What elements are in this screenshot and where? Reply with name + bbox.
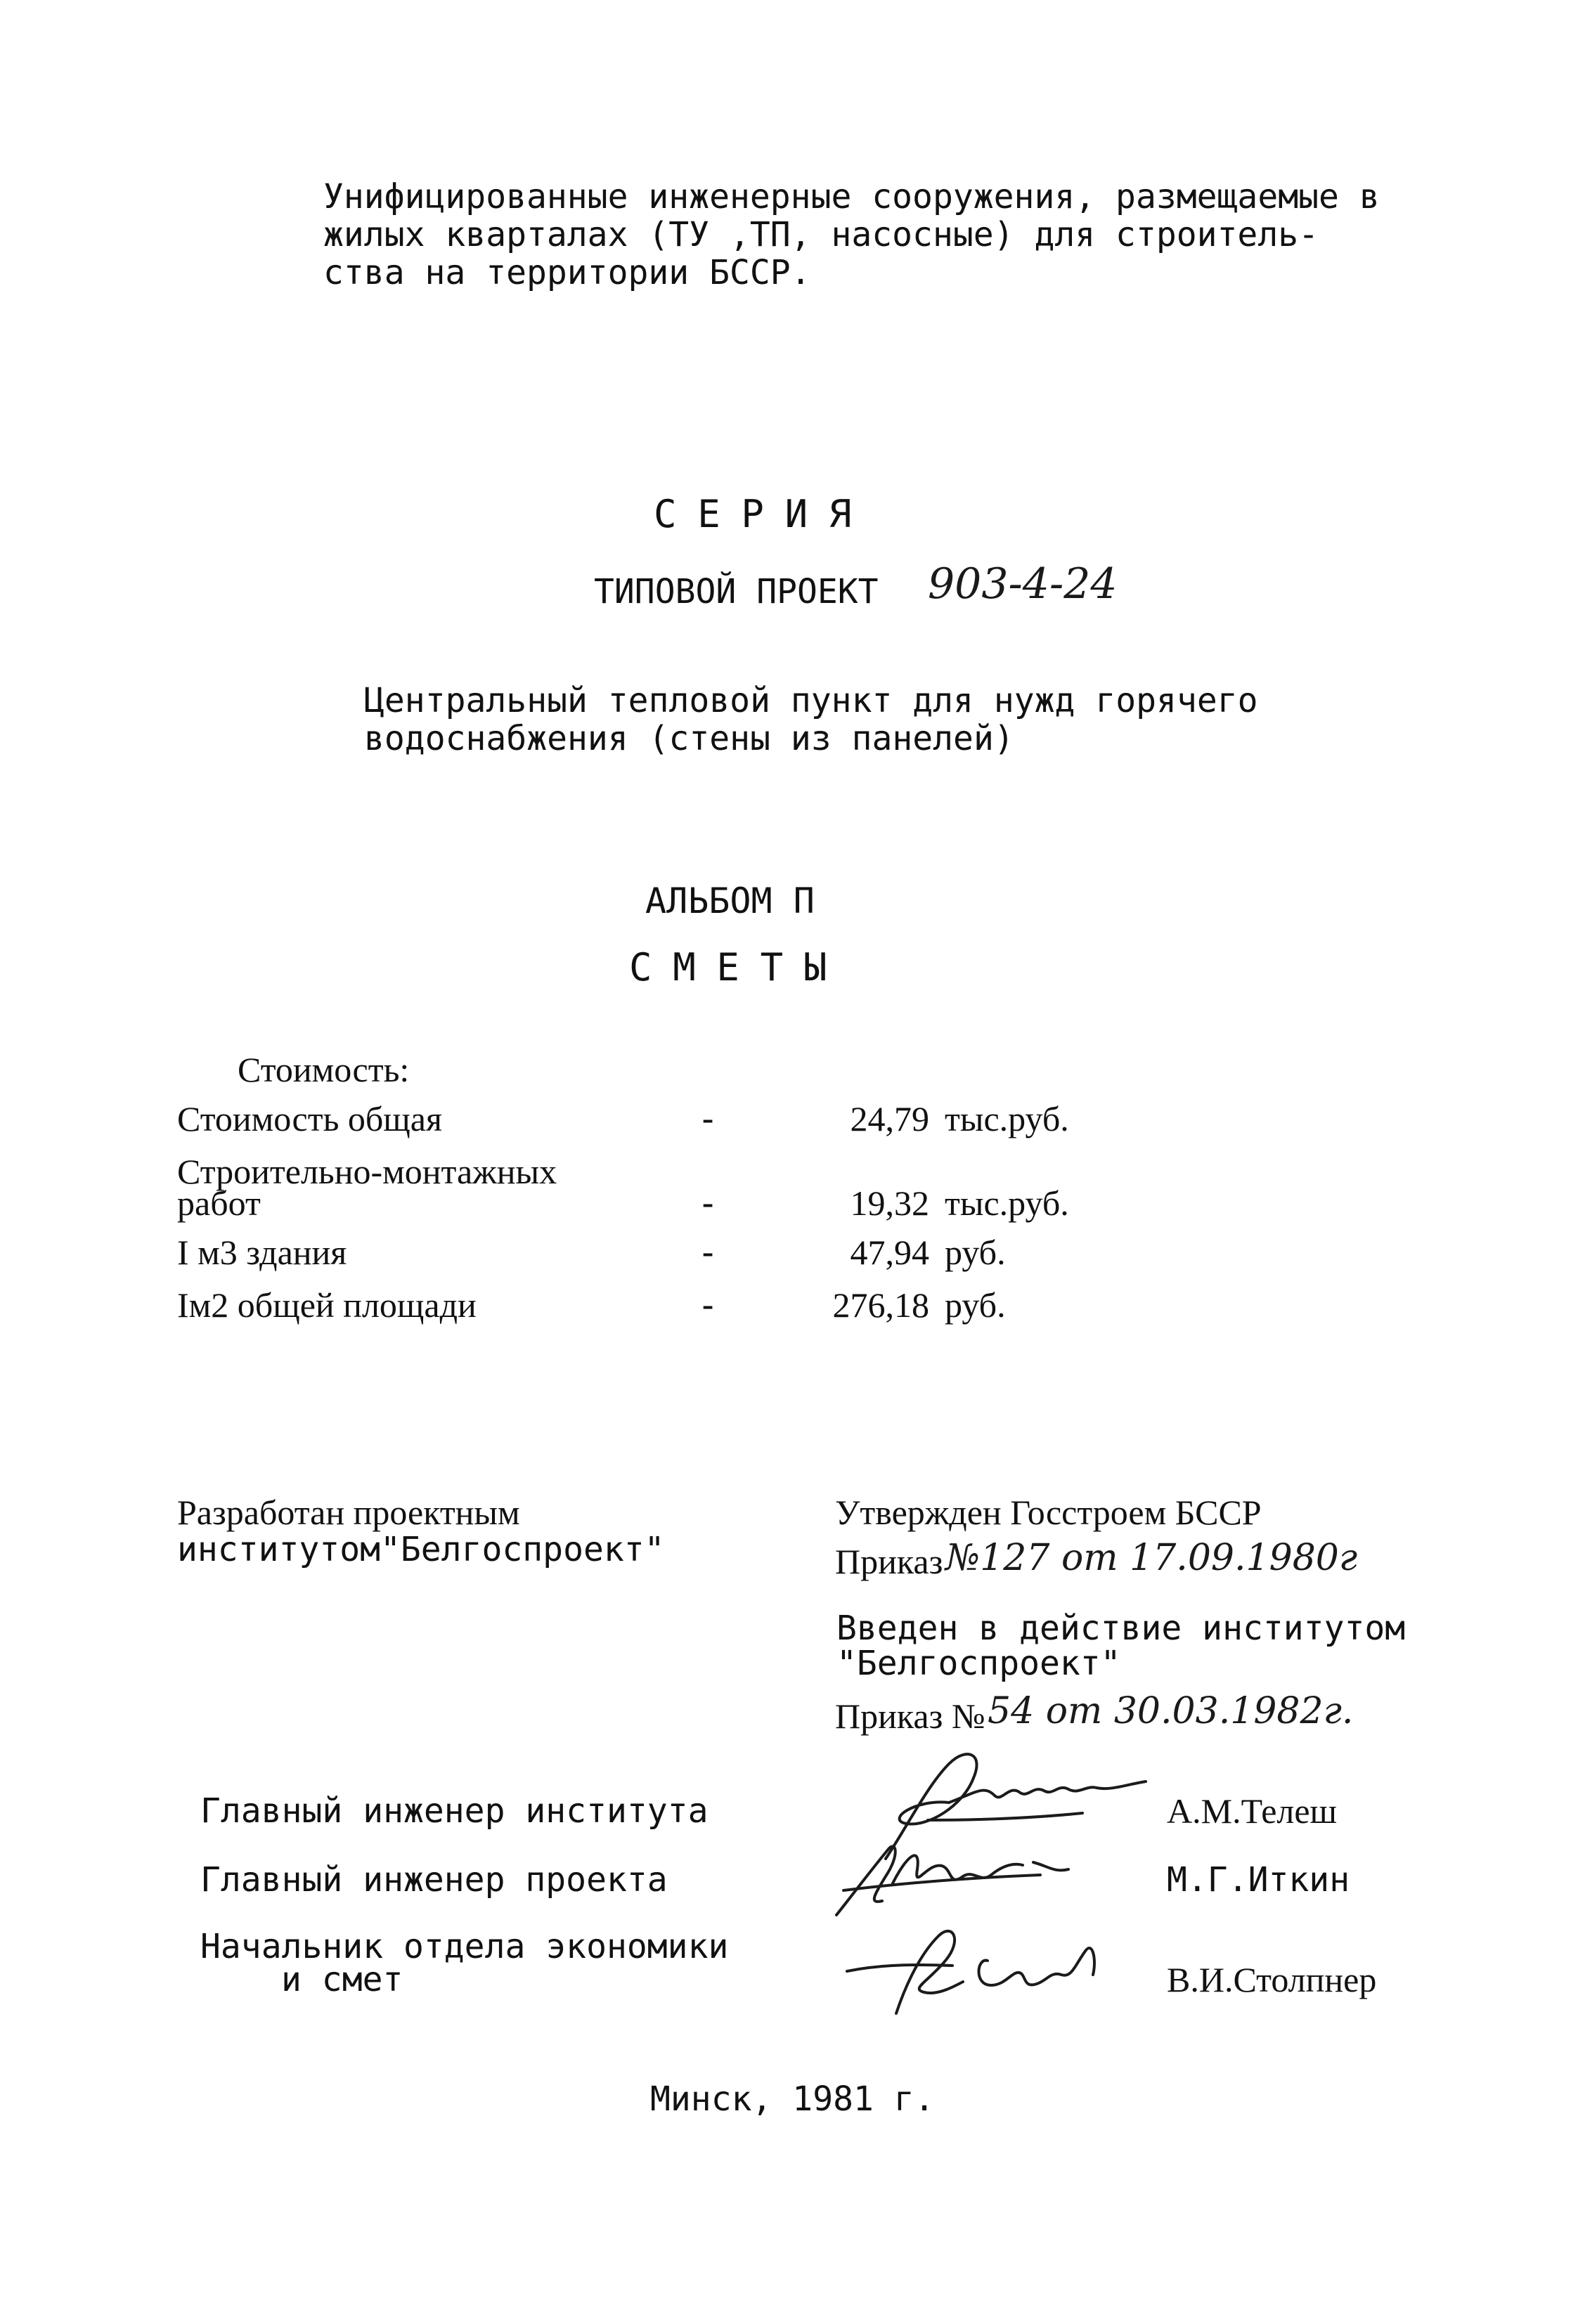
album-title: АЛЬБОМ П xyxy=(645,881,815,921)
cost-dash: - xyxy=(697,1098,719,1139)
cost-row-per-m3 xyxy=(177,1233,1231,1275)
cost-label-line-1: Строительно-монтажных xyxy=(177,1152,557,1191)
enacted-order-prefix: Приказ № xyxy=(835,1696,985,1736)
cost-value: 19,32 xyxy=(850,1183,929,1223)
cost-unit: тыс.руб. xyxy=(945,1099,1069,1138)
signatory-name-3: В.И.Столпнер xyxy=(1167,1960,1377,1999)
cost-unit: руб. xyxy=(945,1285,1006,1325)
cost-row-total xyxy=(177,1100,1231,1142)
intro-text xyxy=(323,178,1420,292)
enacted-line-1: Введен в действие институтом xyxy=(836,1609,1406,1648)
cost-label: Стоимость общая xyxy=(177,1099,443,1138)
album-subtitle: СМЕТЫ xyxy=(629,945,848,989)
signature-stolpner xyxy=(840,1922,1149,2017)
cost-label: I м3 здания xyxy=(177,1233,347,1272)
developer-line-1: Разработан проектным xyxy=(177,1493,520,1532)
signatory-position-3-line-2: и смет xyxy=(281,1960,403,1999)
description-line-1: Центральный тепловой пункт для нужд горячего xyxy=(364,681,1258,720)
cost-unit: тыс.руб. xyxy=(945,1183,1069,1223)
description-line-2: водоснабжения (стены из панелей) xyxy=(364,719,1014,758)
enacted-line-2: "Белгоспроект" xyxy=(836,1644,1121,1683)
intro-line-1: Унифицированные инженерные сооружения, размещаемые в xyxy=(323,177,1380,216)
project-number: 903-4-24 xyxy=(928,559,1118,609)
costs-heading: Стоимость: xyxy=(238,1050,410,1089)
cost-value: 24,79 xyxy=(850,1099,929,1138)
cost-dash: - xyxy=(697,1285,719,1325)
signatory-position-1: Главный инженер института xyxy=(200,1791,709,1831)
intro-line-2: жилых кварталах (ТУ ,ТП, насосные) для строитель- xyxy=(323,215,1319,254)
signatory-position-2: Главный инженер проекта xyxy=(200,1860,668,1900)
cost-row-construction xyxy=(177,1184,1231,1226)
cost-label: Iм2 общей площади xyxy=(177,1285,477,1325)
cost-dash: - xyxy=(697,1232,719,1273)
approval-order-handwritten: №127 от 17.09.1980г xyxy=(945,1537,1358,1579)
enacted-order-handwritten: 54 от 30.03.1982г. xyxy=(988,1690,1354,1732)
project-label: ТИПОВОЙ ПРОЕКТ xyxy=(594,572,879,611)
signature-itkin xyxy=(829,1834,1125,1919)
cost-value: 276,18 xyxy=(832,1285,929,1325)
cost-dash: - xyxy=(697,1183,719,1223)
approval-order-prefix: Приказ xyxy=(835,1542,943,1581)
cost-row-per-m2 xyxy=(177,1286,1231,1328)
signatory-name-2: М.Г.Иткин xyxy=(1167,1860,1350,1900)
developer-line-2: институтом"Белгоспроект" xyxy=(177,1530,665,1569)
intro-line-3: ства на территории БССР. xyxy=(323,253,811,292)
cost-label: работ xyxy=(177,1183,261,1223)
cost-value: 47,94 xyxy=(850,1233,929,1272)
series-label: СЕРИЯ xyxy=(654,492,873,536)
cost-unit: руб. xyxy=(945,1233,1006,1272)
signatory-position-3-line-1: Начальник отдела экономики xyxy=(200,1927,729,1966)
footer-place-year: Минск, 1981 г. xyxy=(650,2079,935,2119)
signatory-name-1: А.М.Телеш xyxy=(1167,1791,1338,1831)
approval-line-1: Утвержден Госстроем БССР xyxy=(835,1493,1262,1532)
